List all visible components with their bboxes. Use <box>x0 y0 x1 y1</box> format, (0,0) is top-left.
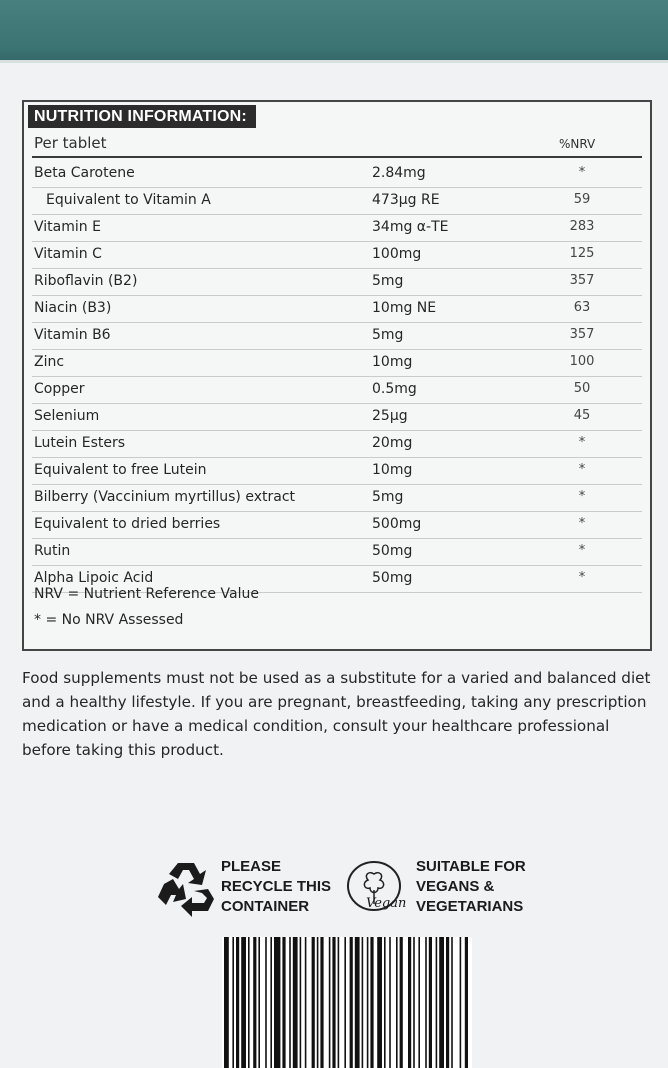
nutrient-amount: 10mg <box>372 354 413 370</box>
nutrient-amount: 100mg <box>372 246 422 262</box>
barcode-bar <box>408 937 411 1068</box>
barcode <box>222 937 472 1068</box>
vegan-logo-text: Vegan <box>366 896 407 911</box>
footnote-nrv: NRV = Nutrient Reference Value <box>34 586 259 602</box>
barcode-bar <box>413 937 415 1068</box>
nutrient-row <box>32 215 642 242</box>
nutrient-name: Equivalent to Vitamin A <box>46 192 211 208</box>
barcode-bar <box>236 937 239 1068</box>
nutrient-name: Zinc <box>34 354 65 370</box>
nutrient-amount: 10mg <box>372 462 413 478</box>
barcode-bar <box>400 937 403 1068</box>
nutrient-row <box>32 296 642 323</box>
barcode-bar <box>355 937 360 1068</box>
nutrient-amount: 20mg <box>372 435 413 451</box>
barcode-bar <box>274 937 280 1068</box>
nutrient-amount: 0.5mg <box>372 381 417 397</box>
nutrition-panel <box>22 100 652 651</box>
barcode-bar <box>317 937 319 1068</box>
barcode-bar <box>460 937 462 1068</box>
nutrient-nrv: * <box>578 516 586 531</box>
barcode-bar <box>439 937 444 1068</box>
nutrient-row <box>32 323 642 350</box>
barcode-bar <box>312 937 315 1068</box>
barcode-bar <box>248 937 250 1068</box>
nutrient-nrv: * <box>578 543 586 558</box>
nutrient-row <box>32 512 642 539</box>
nutrient-name: Alpha Lipoic Acid <box>34 570 154 586</box>
barcode-bar <box>253 937 256 1068</box>
nrv-column-label: %NRV <box>559 137 596 151</box>
nutrient-row <box>32 458 642 485</box>
barcode-bar <box>332 937 335 1068</box>
barcode-bar <box>258 937 260 1068</box>
disclaimer-line: before taking this product. <box>22 741 224 759</box>
barcode-bar <box>265 937 267 1068</box>
disclaimer-line: medication or have a medical condition, consult your healthcare professional <box>22 717 610 735</box>
nutrient-row <box>32 404 642 431</box>
disclaimer-line: Food supplements must not be used as a substitute for a varied and balanced diet <box>22 669 651 687</box>
barcode-bar <box>241 937 246 1068</box>
barcode-bar <box>289 937 291 1068</box>
barcode-bar <box>429 937 432 1068</box>
package-top-band <box>0 0 668 63</box>
recycle-text: PLEASE RECYCLE THIS CONTAINER <box>221 858 332 915</box>
nutrient-amount: 50mg <box>372 570 413 586</box>
nutrition-header-row <box>32 132 642 158</box>
barcode-bar <box>232 937 234 1068</box>
nutrient-amount: 5mg <box>372 327 404 343</box>
barcode-bar <box>389 937 391 1068</box>
nutrient-name: Bilberry (Vaccinium myrtillus) extract <box>34 489 296 505</box>
nutrient-amount: 10mg NE <box>372 300 437 316</box>
nutrient-nrv: 357 <box>569 327 595 342</box>
nutrient-name: Lutein Esters <box>34 435 126 451</box>
nutrient-name: Vitamin E <box>34 219 101 235</box>
nutrient-amount: 34mg α-TE <box>372 219 449 235</box>
barcode-bar <box>329 937 331 1068</box>
barcode-bar <box>350 937 353 1068</box>
nutrient-nrv: 100 <box>569 354 595 369</box>
barcode-bar <box>370 937 373 1068</box>
nutrient-row <box>32 350 642 377</box>
nutrient-nrv: * <box>578 489 586 504</box>
nutrient-row <box>32 485 642 512</box>
nutrient-nrv: 283 <box>569 219 595 234</box>
vegan-flower-icon <box>344 860 416 918</box>
nutrient-name: Niacin (B3) <box>34 300 112 316</box>
nutrient-name: Selenium <box>34 408 100 424</box>
nutrient-amount: 5mg <box>372 273 404 289</box>
barcode-bar <box>270 937 272 1068</box>
nutrient-nrv: * <box>578 435 586 450</box>
nutrient-name: Riboflavin (B2) <box>34 273 138 289</box>
per-tablet-label: Per tablet <box>34 134 107 152</box>
nutrient-nrv: 357 <box>569 273 595 288</box>
nutrient-nrv: * <box>578 165 586 180</box>
barcode-bar <box>451 937 453 1068</box>
nutrient-row <box>32 188 642 215</box>
barcode-bar <box>305 937 307 1068</box>
nutrient-amount: 5mg <box>372 489 404 505</box>
nutrient-nrv: * <box>578 570 586 585</box>
nutrient-name: Vitamin B6 <box>34 327 111 343</box>
barcode-bar <box>344 937 346 1068</box>
barcode-bar <box>300 937 302 1068</box>
nutrient-amount: 50mg <box>372 543 413 559</box>
barcode-bar <box>436 937 438 1068</box>
nutrient-amount: 25μg <box>372 408 408 424</box>
nutrient-name: Rutin <box>34 543 71 559</box>
nutrient-row <box>32 539 642 566</box>
barcode-bar <box>465 937 468 1068</box>
disclaimer-line: and a healthy lifestyle. If you are pregnant, breastfeeding, taking any prescription <box>22 693 647 711</box>
barcode-bar <box>418 937 420 1068</box>
nutrient-row <box>32 377 642 404</box>
barcode-bar <box>446 937 449 1068</box>
nutrient-amount: 473μg RE <box>372 192 440 208</box>
barcode-bar <box>362 937 364 1068</box>
barcode-bar <box>377 937 382 1068</box>
disclaimer-text <box>22 666 652 762</box>
nutrient-name: Equivalent to dried berries <box>34 516 221 532</box>
barcode-bar <box>282 937 285 1068</box>
nutrient-row <box>32 269 642 296</box>
barcode-bar <box>425 937 427 1068</box>
barcode-bar <box>384 937 386 1068</box>
nutrient-nrv: * <box>578 462 586 477</box>
barcode-bar <box>396 937 398 1068</box>
barcode-bar <box>293 937 298 1068</box>
nutrient-nrv: 50 <box>573 381 591 396</box>
nutrient-row <box>32 431 642 458</box>
barcode-bar <box>224 937 229 1068</box>
nutrition-rows <box>32 161 642 593</box>
footnote-no-nrv: * = No NRV Assessed <box>34 612 184 628</box>
barcode-bar <box>320 937 323 1068</box>
nutrition-title: NUTRITION INFORMATION: <box>28 105 256 128</box>
recycle-icon <box>156 857 216 917</box>
nutrient-name: Beta Carotene <box>34 165 135 181</box>
nutrient-nrv: 59 <box>573 192 591 207</box>
nutrient-name: Vitamin C <box>34 246 102 262</box>
nutrient-amount: 2.84mg <box>372 165 426 181</box>
nutrient-amount: 500mg <box>372 516 422 532</box>
nutrient-nrv: 63 <box>573 300 591 315</box>
nutrient-name: Equivalent to free Lutein <box>34 462 207 478</box>
nutrient-name: Copper <box>34 381 85 397</box>
nutrient-nrv: 45 <box>573 408 591 423</box>
nutrient-row <box>32 242 642 269</box>
nutrient-nrv: 125 <box>569 246 595 261</box>
nutrient-row <box>32 161 642 188</box>
vegan-text: SUITABLE FOR VEGANS & VEGETARIANS <box>416 858 526 915</box>
barcode-bar <box>367 937 369 1068</box>
barcode-bar <box>338 937 340 1068</box>
